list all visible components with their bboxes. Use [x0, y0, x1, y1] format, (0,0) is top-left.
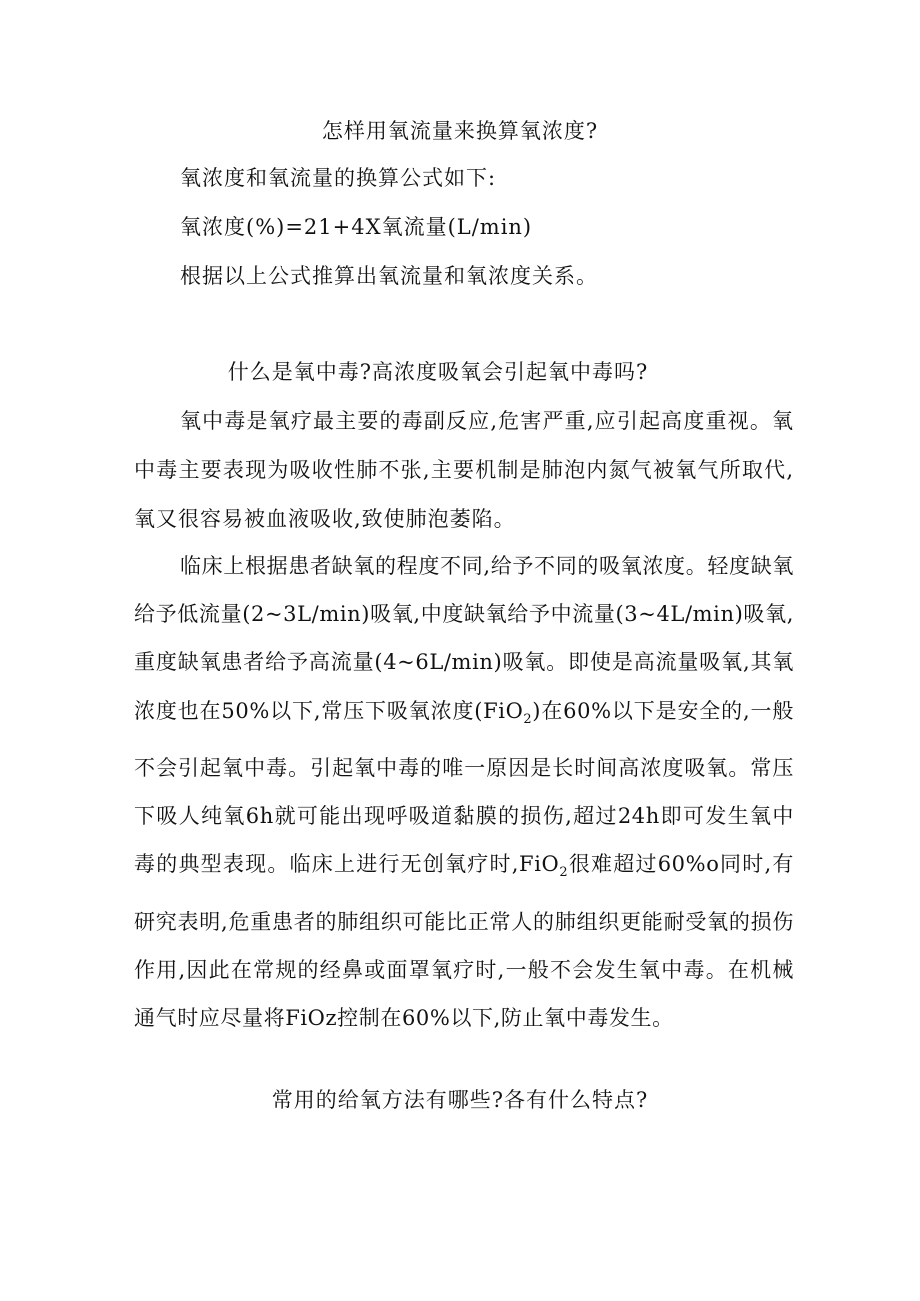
clinical-oxygen-paragraph [134, 542, 794, 1042]
fio2-subscript-2: 2 [559, 865, 569, 881]
clinical-text-part-a: 临床上根据患者缺氧的程度不同,给予不同的吸氧浓度。轻度缺氧给予低流量(2~3L/min)吸氧,中度缺氧给予中流量(3~4L/min)吸氧,重度缺氧患者给予高流量(4~6L/min)吸氧。即使是高流量吸氧,其氧浓度也在50%以下,常压下吸氧浓度(FiO [134, 554, 794, 723]
section3-title: 常用的给氧方法有哪些?各有什么特点? [271, 1088, 649, 1112]
oxygen-toxicity-paragraph: 氧中毒是氧疗最主要的毒副反应,危害严重,应引起高度重视。氧中毒主要表现为吸收性肺不张,主要机制是肺泡内氮气被氧气所取代,氧又很容易被血液吸收,致使肺泡萎陷。 [134, 409, 794, 531]
clinical-text-part-b: )在60%以下是安全的,一般不会引起氧中毒。引起氧中毒的唯一原因是长时间高浓度吸氧。常压下吸人纯氧6h就可能出现呼吸道黏膜的损伤,超过24h即可发生氧中毒的典型表现。临床上进行无创氧疗时,FiO [134, 698, 794, 877]
formula-conclusion: 根据以上公式推算出氧流量和氧浓度关系。 [180, 264, 598, 288]
fio2-subscript: 2 [523, 711, 533, 727]
section2-title: 什么是氧中毒?高浓度吸氧会引起氧中毒吗? [227, 360, 649, 384]
formula-text: 氧浓度(%)=21+4X氧流量(L/min) [180, 215, 533, 239]
clinical-text-part-c: 很难超过60%o同时,有研究表明,危重患者的肺组织可能比正常人的肺组织更能耐受氧的损伤作用,因此在常规的经鼻或面罩氧疗时,一般不会发生氧中毒。在机械通气时应尽量将FiOz控制在60%以下,防止氧中毒发生。 [134, 852, 794, 1031]
formula-intro: 氧浓度和氧流量的换算公式如下: [180, 166, 497, 190]
section1-title: 怎样用氧流量来换算氧浓度? [321, 119, 599, 143]
